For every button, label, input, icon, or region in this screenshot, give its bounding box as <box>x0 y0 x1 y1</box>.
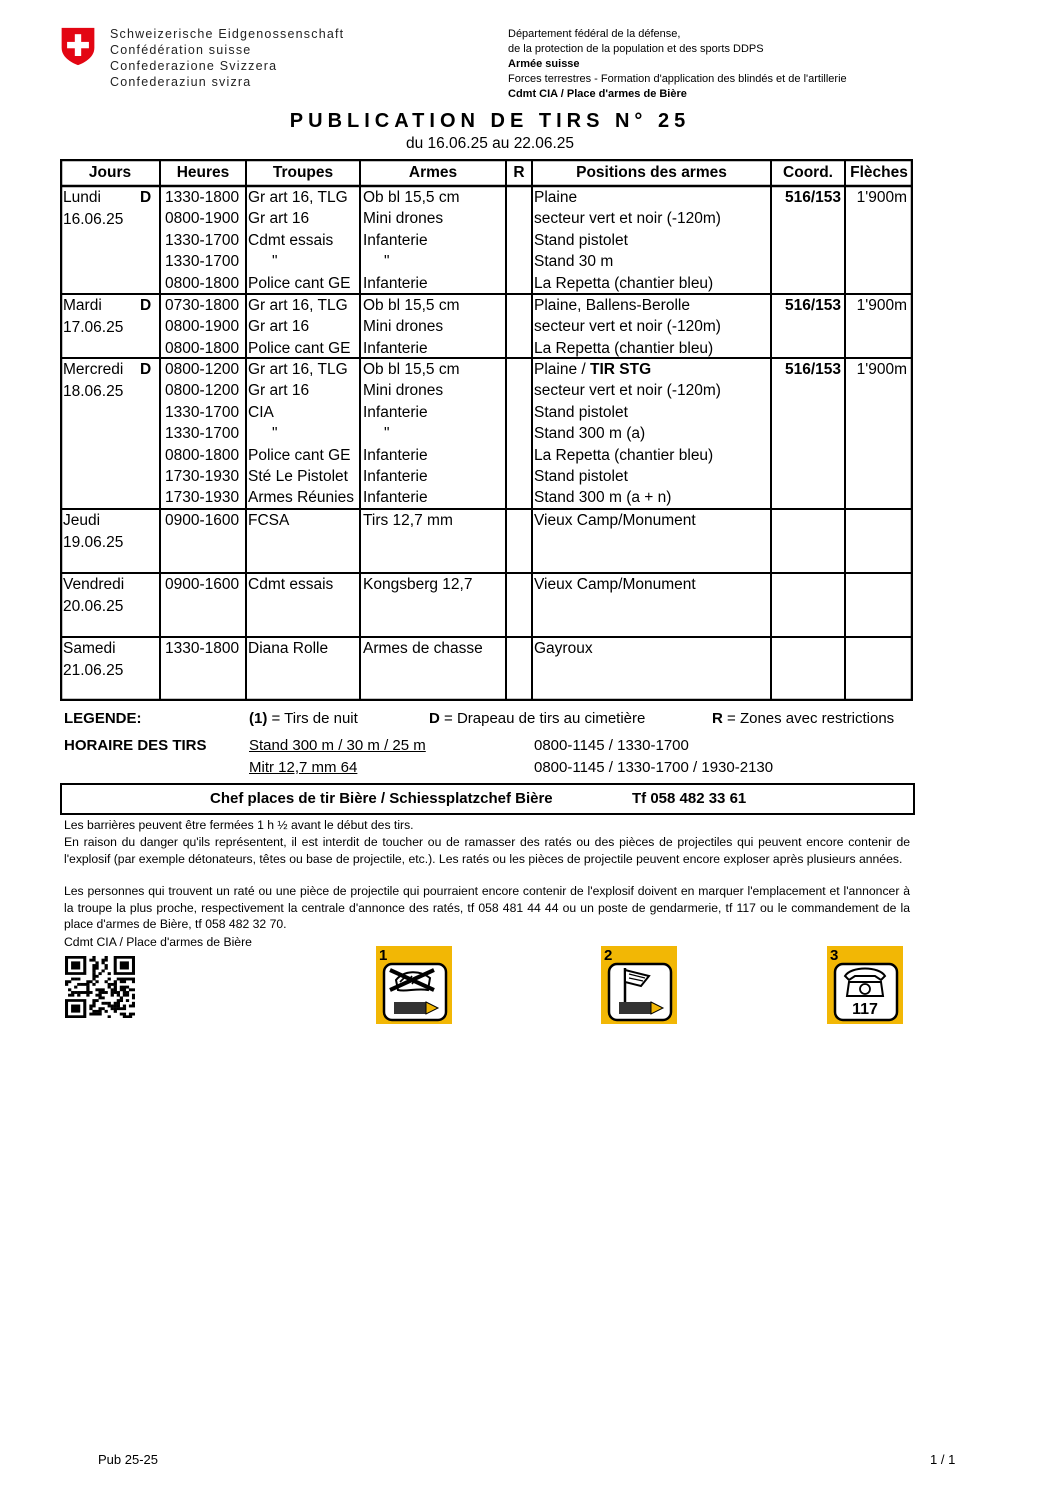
row-troupes: Gr art 16, TLG <box>248 297 348 314</box>
row-position <box>534 251 771 272</box>
row-heures: 0900-1600 <box>165 576 240 593</box>
coordinates: 516/153 <box>784 297 841 314</box>
column-header: Positions des armes <box>576 164 727 181</box>
department-line: Forces terrestres - Formation d'application des blindés et de l'artillerie <box>508 73 847 85</box>
row-troupes: Gr art 16 <box>248 210 310 228</box>
legend-item-night: (1) = Tirs de nuit <box>249 710 358 727</box>
position-text: Stand 30 m <box>534 253 614 271</box>
footer-page-number: 1 / 1 <box>930 1452 956 1467</box>
horaire-label: HORAIRE DES TIRS <box>64 737 207 754</box>
position-text: secteur vert et noir (-120m) <box>534 382 721 400</box>
note-signature: Cdmt CIA / Place d'armes de Bière <box>64 935 252 949</box>
row-heures: 1730-1930 <box>165 468 240 485</box>
row-position <box>534 338 771 359</box>
row-troupes: Sté Le Pistolet <box>248 468 348 485</box>
position-text: Plaine, Ballens-Berolle <box>534 297 690 314</box>
row-heures: 0800-1800 <box>165 339 240 357</box>
row-position <box>534 423 771 444</box>
day-name: Vendredi <box>63 576 125 593</box>
swiss-cross-logo <box>58 26 98 66</box>
position-text: La Repetta (chantier bleu) <box>534 339 714 357</box>
note-report: Les personnes qui trouvent un raté ou une pièce de projectile qui pourraient encore contenir de l'explosif doivent en marquer l'emplacement et l'annoncer à la troupe la plus proche, respectivement la centrale d'annonce des ratés, tf 058 481 44 44 ou un poste de gendarmerie, tf 117 ou le commandement de la place d'armes de Bière, tf 058 482 32 70. <box>64 884 910 931</box>
row-troupes: Armes Réunies <box>248 489 354 507</box>
date-range: du 16.06.25 au 22.06.25 <box>405 135 575 152</box>
day-date: 17.06.25 <box>63 319 124 337</box>
row-troupes: " <box>272 425 278 443</box>
row-armes: Mini drones <box>363 210 444 228</box>
legend-item-flag: D = Drapeau de tirs au cimetière <box>429 710 646 727</box>
row-position <box>534 295 771 316</box>
page-title: PUBLICATION DE TIRS N° 25 <box>289 110 691 132</box>
row-armes: Infanterie <box>363 403 428 421</box>
row-position <box>534 316 771 337</box>
column-header: Armes <box>408 164 458 181</box>
row-heures: 0800-1900 <box>165 318 240 336</box>
row-armes: Ob bl 15,5 cm <box>363 189 460 206</box>
row-position <box>534 402 771 423</box>
row-armes: Infanterie <box>363 446 428 464</box>
fleches-distance: 1'900m <box>856 189 907 206</box>
position-text: secteur vert et noir (-120m) <box>534 318 721 336</box>
row-heures: 0800-1800 <box>165 446 240 464</box>
day-name: Mercredi <box>63 361 124 378</box>
row-heures: 0800-1800 <box>165 274 240 292</box>
position-text: Stand 300 m (a + n) <box>534 489 672 507</box>
row-heures: 1330-1800 <box>165 189 240 206</box>
row-heures: 0900-1600 <box>165 512 240 529</box>
flag-marker: D <box>140 189 152 206</box>
row-armes: Kongsberg 12,7 <box>363 576 473 593</box>
fleches-distance: 1'900m <box>856 297 907 314</box>
row-position <box>534 638 771 659</box>
row-position <box>534 445 771 466</box>
position-emphasis: TIR STG <box>590 361 652 378</box>
row-armes: Infanterie <box>363 274 428 292</box>
fleches-distance: 1'900m <box>856 361 907 378</box>
row-position <box>534 187 771 208</box>
position-text: Stand 300 m (a) <box>534 425 646 443</box>
position-text: Vieux Camp/Monument <box>534 576 696 593</box>
position-text: La Repetta (chantier bleu) <box>534 274 714 292</box>
row-armes: Infanterie <box>363 468 428 485</box>
position-text: Stand pistolet <box>534 468 628 485</box>
row-heures: 1330-1800 <box>165 640 240 657</box>
confederation-rm: Confederaziun svizra <box>110 75 252 89</box>
svg-text:2: 2 <box>604 947 613 964</box>
day-date: 20.06.25 <box>63 598 124 616</box>
row-troupes: Police cant GE <box>248 339 351 357</box>
footer-publication-ref: Pub 25-25 <box>98 1452 158 1467</box>
row-troupes: Cdmt essais <box>248 231 334 249</box>
column-header: R <box>513 164 525 181</box>
row-heures: 1730-1930 <box>165 489 240 507</box>
row-armes: Infanterie <box>363 339 428 357</box>
telephone-117-icon <box>827 946 903 1024</box>
day-date: 16.06.25 <box>63 211 124 229</box>
column-header: Heures <box>176 164 230 181</box>
coordinates: 516/153 <box>784 361 841 378</box>
horaire-time: 0800-1145 / 1330-1700 <box>534 737 689 754</box>
horaire-place: Mitr 12,7 mm 64 <box>249 759 358 776</box>
day-date: 19.06.25 <box>63 534 124 552</box>
row-heures: 0800-1200 <box>165 361 240 378</box>
row-position <box>534 230 771 251</box>
chef-label: Chef places de tir Bière / Schiessplatzchef Bière <box>210 790 553 807</box>
chef-contact-box <box>60 783 915 815</box>
note-barriers: Les barrières peuvent être fermées 1 h ½ avant le début des tirs. <box>64 818 414 832</box>
row-armes: Mini drones <box>363 382 444 400</box>
row-armes: Ob bl 15,5 cm <box>363 361 460 378</box>
row-troupes: CIA <box>248 403 274 421</box>
row-position <box>534 466 771 487</box>
row-armes: Armes de chasse <box>363 640 483 657</box>
shooting-schedule-table <box>60 159 913 701</box>
column-header: Jours <box>88 164 132 181</box>
position-text: Gayroux <box>534 640 593 657</box>
horaire-place: Stand 300 m / 30 m / 25 m <box>249 737 426 754</box>
row-heures: 0800-1900 <box>165 210 240 228</box>
row-heures: 1330-1700 <box>165 231 240 249</box>
note-danger: En raison du danger qu'ils représentent, il est interdit de toucher ou de ramasser des ratés ou des pièces de projectiles qui peuvent encore contenir de l'explosif (par exemple détonateurs, têtes ou base de projectile, etc.). Les ratés ou les pièces de projectile peuvent encore exploser après plusieurs années. <box>64 835 910 866</box>
column-header: Troupes <box>272 164 334 181</box>
qr-code[interactable] <box>65 956 135 1018</box>
row-armes: Infanterie <box>363 489 428 507</box>
mark-flag-projectile-icon <box>601 946 677 1024</box>
row-position <box>534 487 771 508</box>
day-name: Mardi <box>63 297 102 314</box>
row-troupes: " <box>272 253 278 271</box>
row-troupes: Gr art 16 <box>248 318 310 336</box>
row-troupes: Gr art 16 <box>248 382 310 400</box>
legend-label: LEGENDE: <box>64 710 142 727</box>
row-armes: " <box>384 253 390 271</box>
row-position <box>534 208 771 229</box>
position-text: Vieux Camp/Monument <box>534 512 696 529</box>
row-armes: Tirs 12,7 mm <box>363 512 453 529</box>
row-troupes: Police cant GE <box>248 274 351 292</box>
position-text: Stand pistolet <box>534 403 628 421</box>
row-armes: " <box>384 425 390 443</box>
row-position <box>534 574 771 595</box>
day-name: Samedi <box>63 640 116 657</box>
row-troupes: FCSA <box>248 512 290 529</box>
department-line: Armée suisse <box>508 58 580 70</box>
position-text: secteur vert et noir (-120m) <box>534 210 721 228</box>
svg-text:3: 3 <box>830 947 839 964</box>
confederation-de: Schweizerische Eidgenossenschaft <box>110 27 345 41</box>
row-heures: 1330-1700 <box>165 253 240 271</box>
coordinates: 516/153 <box>784 189 841 206</box>
row-position <box>534 359 771 380</box>
day-date: 21.06.25 <box>63 662 124 680</box>
row-troupes: Gr art 16, TLG <box>248 361 348 378</box>
row-position <box>534 380 771 401</box>
confederation-fr: Confédération suisse <box>110 43 252 57</box>
column-header: Flèches <box>850 164 908 181</box>
position-text: La Repetta (chantier bleu) <box>534 446 714 464</box>
department-line: de la protection de la population et des sports DDPS <box>508 43 764 55</box>
row-position <box>534 510 771 531</box>
flag-marker: D <box>140 361 152 378</box>
flag-marker: D <box>140 297 152 314</box>
day-name: Jeudi <box>63 512 101 529</box>
row-troupes: Diana Rolle <box>248 640 329 657</box>
day-name: Lundi <box>63 189 101 206</box>
row-troupes: Police cant GE <box>248 446 351 464</box>
row-heures: 0730-1800 <box>165 297 240 314</box>
row-heures: 1330-1700 <box>165 425 240 443</box>
confederation-it: Confederazione Svizzera <box>110 59 278 73</box>
no-touch-projectile-icon <box>376 946 452 1024</box>
svg-text:1: 1 <box>379 947 388 964</box>
row-position <box>534 273 771 294</box>
row-armes: Infanterie <box>363 231 428 249</box>
column-header: Coord. <box>783 164 833 181</box>
svg-text:117: 117 <box>852 1001 878 1018</box>
row-armes: Mini drones <box>363 318 444 336</box>
department-line: Département fédéral de la défense, <box>508 28 681 40</box>
horaire-time: 0800-1145 / 1330-1700 / 1930-2130 <box>534 759 774 776</box>
row-heures: 1330-1700 <box>165 403 240 421</box>
row-heures: 0800-1200 <box>165 382 240 400</box>
position-text: Plaine <box>534 189 578 206</box>
position-text: Plaine / <box>534 361 591 378</box>
department-line: Cdmt CIA / Place d'armes de Bière <box>508 88 687 100</box>
position-text: Stand pistolet <box>534 231 628 249</box>
row-troupes: Gr art 16, TLG <box>248 189 348 206</box>
row-troupes: Cdmt essais <box>248 576 334 593</box>
chef-phone: Tf 058 482 33 61 <box>632 790 747 807</box>
legend-item-restrictions: R = Zones avec restrictions <box>712 710 895 727</box>
day-date: 18.06.25 <box>63 383 124 401</box>
row-armes: Ob bl 15,5 cm <box>363 297 460 314</box>
